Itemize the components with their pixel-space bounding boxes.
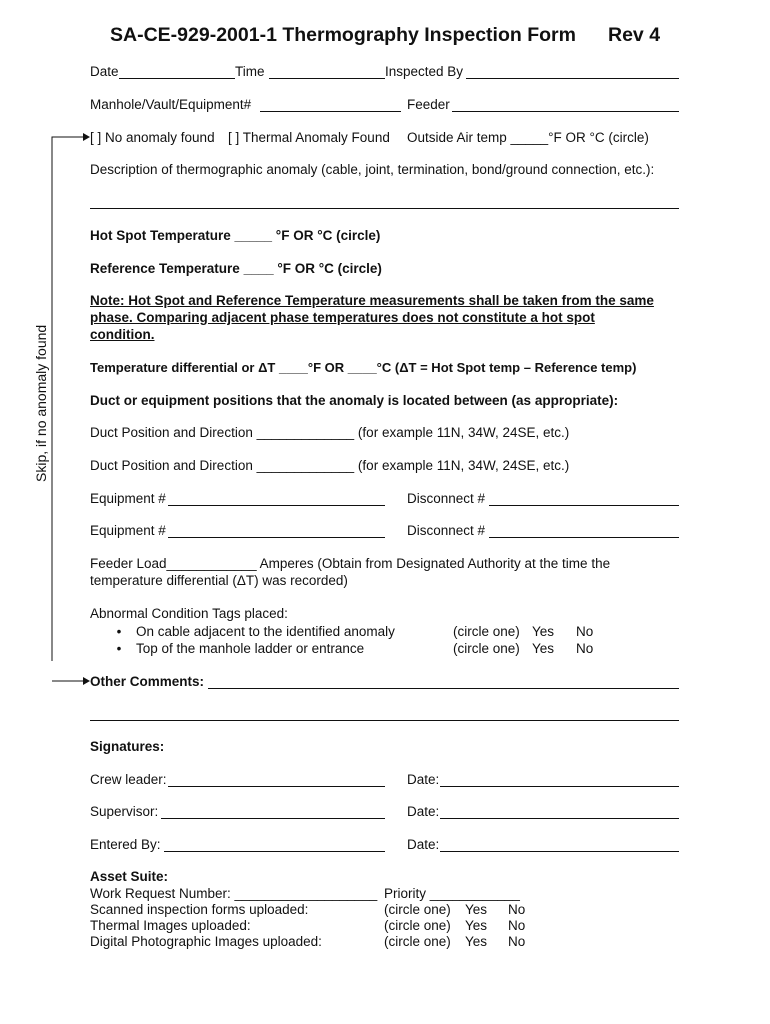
scanned-forms-no[interactable]: No xyxy=(508,902,526,917)
date-2-label: Date: xyxy=(407,804,440,819)
abnormal-item-1-no[interactable]: No xyxy=(576,624,594,639)
date-1-label: Date: xyxy=(407,772,440,787)
abnormal-item-2-yes[interactable]: Yes xyxy=(532,641,555,656)
crew-leader-field[interactable] xyxy=(168,786,385,787)
equipment-2-field[interactable] xyxy=(168,537,385,538)
feeder-label: Feeder xyxy=(407,97,450,112)
feeder-load-line-1: Feeder Load____________ Amperes (Obtain from Designated Authority at the time the xyxy=(90,556,611,571)
disconnect-1-label: Disconnect # xyxy=(407,491,486,506)
photo-images-no[interactable]: No xyxy=(508,934,526,949)
disconnect-2-label: Disconnect # xyxy=(407,523,486,538)
feeder-load-line-2: temperature differential (ΔT) was recorded) xyxy=(90,573,348,588)
entered-by-field[interactable] xyxy=(164,851,385,852)
date-field[interactable] xyxy=(119,78,235,79)
duct-position-1: Duct Position and Direction _____________ (for example 11N, 34W, 24SE, etc.) xyxy=(90,425,570,440)
supervisor-label: Supervisor: xyxy=(90,804,159,819)
thermal-images-circle: (circle one) xyxy=(384,918,451,933)
time-label: Time xyxy=(235,64,265,79)
temperature-differential: Temperature differential or ΔT ____°F OR ____°C (ΔT = Hot Spot temp – Reference temp) xyxy=(90,360,637,375)
disconnect-1-field[interactable] xyxy=(489,505,679,506)
photo-images-circle: (circle one) xyxy=(384,934,451,949)
abnormal-tags-header: Abnormal Condition Tags placed: xyxy=(90,606,288,621)
duct-header: Duct or equipment positions that the anomaly is located between (as appropriate): xyxy=(90,393,619,408)
skip-note: Skip, if no anomaly found xyxy=(33,324,49,482)
abnormal-item-1-yes[interactable]: Yes xyxy=(532,624,555,639)
supervisor-field[interactable] xyxy=(161,818,385,819)
photo-images-label: Digital Photographic Images uploaded: xyxy=(90,934,322,949)
crew-leader-label: Crew leader: xyxy=(90,772,167,787)
scanned-forms-yes[interactable]: Yes xyxy=(465,902,488,917)
page-title: SA-CE-929-2001-1 Thermography Inspection Form xyxy=(110,24,576,46)
description-label: Description of thermographic anomaly (cable, joint, termination, bond/ground connection, etc.): xyxy=(90,162,655,177)
date-label: Date xyxy=(90,64,119,79)
date-2-field[interactable] xyxy=(440,818,679,819)
signatures-header: Signatures: xyxy=(90,739,165,754)
date-3-label: Date: xyxy=(407,837,440,852)
hot-spot-temperature: Hot Spot Temperature _____ °F OR °C (circle) xyxy=(90,228,381,243)
time-field[interactable] xyxy=(269,78,385,79)
outside-air-temp: Outside Air temp _____°F OR °C (circle) xyxy=(407,130,649,145)
date-3-field[interactable] xyxy=(440,851,679,852)
inspected-by-label: Inspected By xyxy=(385,64,464,79)
photo-images-yes[interactable]: Yes xyxy=(465,934,488,949)
no-anomaly-checkbox[interactable]: [ ] No anomaly found xyxy=(90,130,215,145)
equipment-1-field[interactable] xyxy=(168,505,385,506)
manhole-label: Manhole/Vault/Equipment# xyxy=(90,97,252,112)
thermal-images-yes[interactable]: Yes xyxy=(465,918,488,933)
bullet: • xyxy=(116,641,122,656)
revision-label: Rev 4 xyxy=(608,24,661,46)
abnormal-item-1: • On cable adjacent to the identified anomaly xyxy=(108,624,395,639)
skip-bracket xyxy=(45,125,95,695)
abnormal-item-2-circle: (circle one) xyxy=(453,641,520,656)
bullet: • xyxy=(116,624,122,639)
thermal-images-label: Thermal Images uploaded: xyxy=(90,918,251,933)
abnormal-item-2: • Top of the manhole ladder or entrance xyxy=(108,641,364,656)
note-line-3: condition. xyxy=(90,327,155,342)
asset-suite-header: Asset Suite: xyxy=(90,869,169,884)
thermal-anomaly-checkbox[interactable]: [ ] Thermal Anomaly Found xyxy=(228,130,390,145)
work-request-number: Work Request Number: ___________________ xyxy=(90,886,378,901)
manhole-field[interactable] xyxy=(260,111,401,112)
note-line-1: Note: Hot Spot and Reference Temperature measurements shall be taken from the same xyxy=(90,293,654,308)
reference-temperature: Reference Temperature ____ °F OR °C (circle) xyxy=(90,261,382,276)
inspected-by-field[interactable] xyxy=(466,78,679,79)
abnormal-item-1-circle: (circle one) xyxy=(453,624,520,639)
equipment-2-label: Equipment # xyxy=(90,523,166,538)
description-field[interactable] xyxy=(90,208,679,209)
feeder-field[interactable] xyxy=(452,111,679,112)
priority: Priority ____________ xyxy=(384,886,520,901)
other-comments-label: Other Comments: xyxy=(90,674,205,689)
abnormal-item-2-no[interactable]: No xyxy=(576,641,594,656)
equipment-1-label: Equipment # xyxy=(90,491,166,506)
disconnect-2-field[interactable] xyxy=(489,537,679,538)
other-comments-field[interactable] xyxy=(208,688,679,689)
note-line-2: phase. Comparing adjacent phase temperatures does not constitute a hot spot xyxy=(90,310,595,325)
duct-position-2: Duct Position and Direction _____________ (for example 11N, 34W, 24SE, etc.) xyxy=(90,458,570,473)
scanned-forms-label: Scanned inspection forms uploaded: xyxy=(90,902,309,917)
date-1-field[interactable] xyxy=(440,786,679,787)
other-comments-field-2[interactable] xyxy=(90,720,679,721)
scanned-forms-circle: (circle one) xyxy=(384,902,451,917)
thermal-images-no[interactable]: No xyxy=(508,918,526,933)
entered-by-label: Entered By: xyxy=(90,837,161,852)
